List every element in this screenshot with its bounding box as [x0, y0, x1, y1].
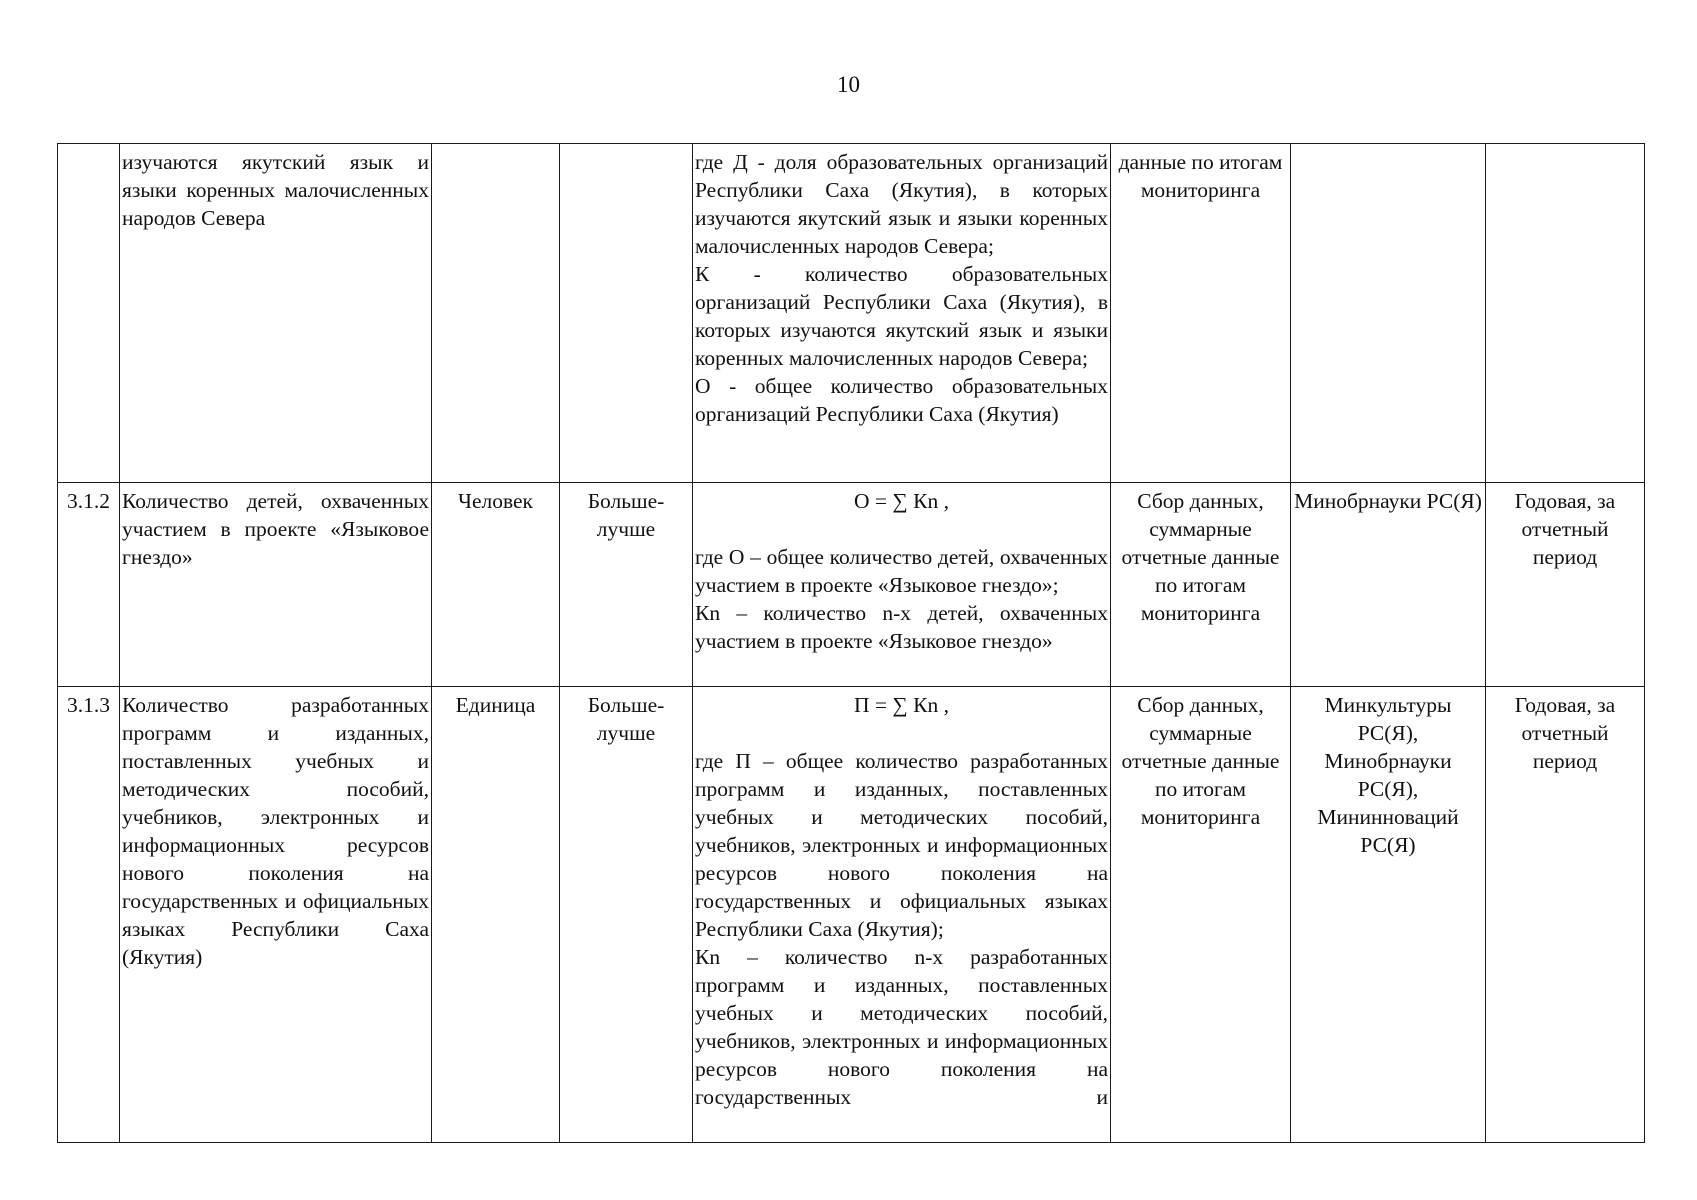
indicator-name: Количество детей, охваченных участием в проекте «Языковое гнездо»: [120, 483, 432, 687]
row-number: 3.1.3: [58, 687, 120, 1143]
table-row: [58, 483, 1645, 687]
responsible-cell: Минобрнауки РС(Я): [1291, 483, 1486, 687]
direction-cell: Больше-лучше: [560, 483, 693, 687]
method-cell: [693, 483, 1111, 687]
source-cell: Сбор данных, суммарные отчетные данные по итогам мониторинга: [1111, 483, 1291, 687]
page-number: 10: [837, 72, 860, 97]
indicator-name: изучаются якутский язык и языки коренных малочисленных народов Севера: [120, 144, 432, 483]
table-row: [58, 144, 1645, 483]
indicators-table: [57, 143, 1645, 1143]
source-cell: данные по итогам мониторинга: [1111, 144, 1291, 483]
formula-gap: [695, 515, 1108, 543]
periodicity-cell: [1486, 144, 1645, 483]
unit-cell: Человек: [432, 483, 560, 687]
method-cell: [693, 687, 1111, 1143]
formula: П = ∑ Кn ,: [854, 693, 949, 717]
unit-cell: [432, 144, 560, 483]
method-paragraph: Кn – количество n-х детей, охваченных участием в проекте «Языковое гнездо»: [695, 601, 1108, 653]
responsible-cell: Минкультуры РС(Я), Минобрнауки РС(Я), Мининноваций РС(Я): [1291, 687, 1486, 1143]
row-number: 3.1.2: [58, 483, 120, 687]
unit-cell: Единица: [432, 687, 560, 1143]
formula-gap: [695, 719, 1108, 747]
method-paragraph: где О – общее количество детей, охваченных участием в проекте «Языковое гнездо»;: [695, 545, 1108, 597]
method-cell: [693, 144, 1111, 483]
responsible-cell: [1291, 144, 1486, 483]
indicator-name: Количество разработанных программ и изданных, поставленных учебных и методических пособий, учебников, электронных и информационных ресурсов нового поколения на государственных и официальных языках Республики Саха (Якутия): [120, 687, 432, 1143]
method-paragraph: О - общее количество образовательных организаций Республики Саха (Якутия): [695, 374, 1108, 426]
method-paragraph: где П – общее количество разработанных программ и изданных, поставленных учебных и методических пособий, учебников, электронных и информационных ресурсов нового поколения на государственных и официальных языках Республики Саха (Якутия);: [695, 749, 1108, 941]
direction-cell: [560, 144, 693, 483]
method-paragraph: К - количество образовательных организаций Республики Саха (Якутия), в которых изучаются якутский язык и языки коренных малочисленных народов Севера;: [695, 262, 1108, 370]
table-row: [58, 687, 1645, 1143]
periodicity-cell: Годовая, за отчетный период: [1486, 687, 1645, 1143]
method-paragraph: Кn – количество n-х разработанных программ и изданных, поставленных учебных и методических пособий, учебников, электронных и информационных ресурсов нового поколения на государственных и: [695, 945, 1108, 1109]
periodicity-cell: Годовая, за отчетный период: [1486, 483, 1645, 687]
formula: О = ∑ Кn ,: [854, 489, 949, 513]
source-cell: Сбор данных, суммарные отчетные данные по итогам мониторинга: [1111, 687, 1291, 1143]
direction-cell: Больше-лучше: [560, 687, 693, 1143]
row-number: [58, 144, 120, 483]
method-paragraph: где Д - доля образовательных организаций Республики Саха (Якутия), в которых изучаются якутский язык и языки коренных малочисленных народов Севера;: [695, 150, 1108, 258]
